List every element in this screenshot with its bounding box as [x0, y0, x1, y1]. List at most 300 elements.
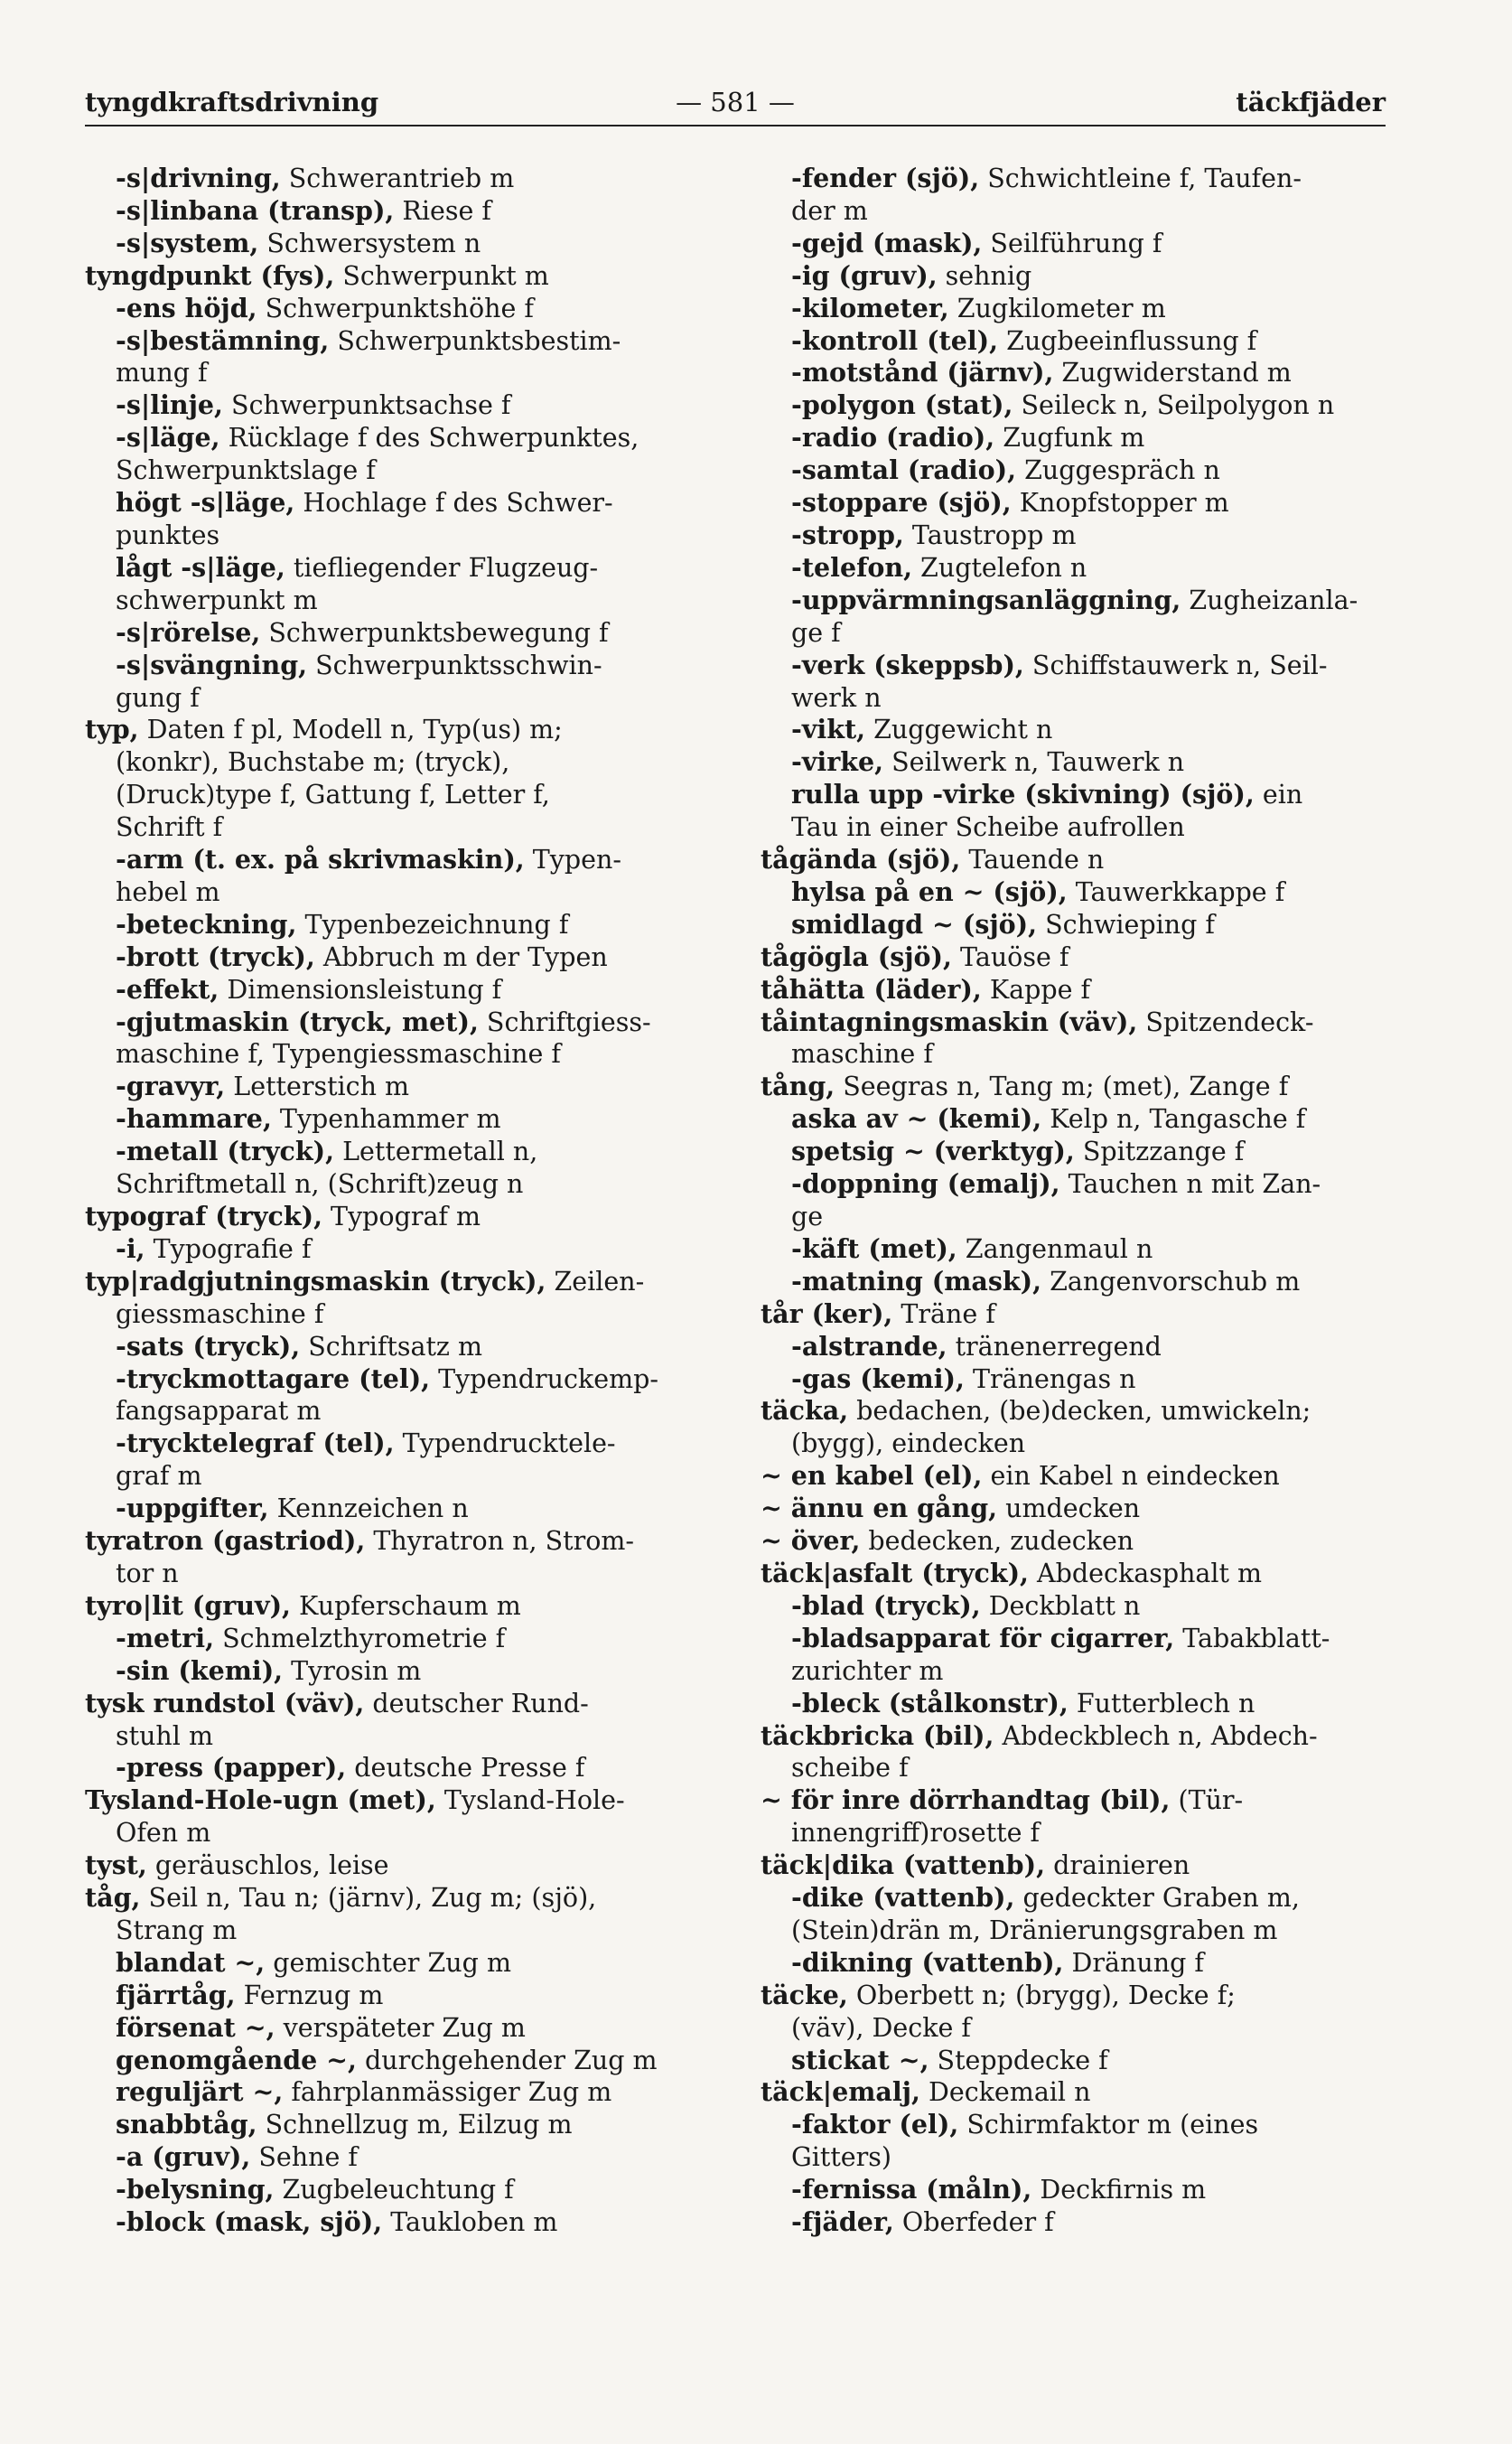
- dictionary-entry: [761, 1525, 1393, 1558]
- page-header: [85, 78, 1386, 126]
- entry-translation: Tauöse f: [951, 941, 1069, 972]
- dictionary-entry: [761, 1947, 1393, 1980]
- entry-translation: Oberfeder f: [893, 2207, 1054, 2238]
- dictionary-headword-entry: [761, 1298, 1393, 1331]
- entry-headword: -metri,: [116, 1622, 215, 1653]
- entry-continuation: schwerpunkt m: [116, 585, 318, 615]
- entry-headword: täck|emalj,: [761, 2076, 920, 2108]
- entry-continuation: (konkr), Buchstabe m; (tryck),: [116, 747, 510, 778]
- entry-translation: Sehne f: [250, 2142, 358, 2173]
- entry-translation: Tabakblatt-: [1174, 1623, 1330, 1653]
- entry-translation: Zugbeleuchtung f: [274, 2175, 514, 2205]
- entry-translation: Schwerpunktsachse f: [222, 390, 511, 421]
- entry-translation: Zugfunk m: [994, 423, 1145, 454]
- entry-translation: Hochlage f des Schwer-: [294, 488, 613, 519]
- entry-continuation: punktes: [116, 520, 220, 550]
- entry-headword: -s|drivning,: [116, 163, 281, 193]
- dictionary-entry: [85, 2206, 717, 2239]
- dictionary-headword-entry: [85, 714, 717, 746]
- entry-headword: -gravyr,: [116, 1071, 226, 1102]
- entry-translation: Kelp n, Tangasche f: [1041, 1104, 1306, 1135]
- entry-headword: typograf (tryck),: [85, 1201, 322, 1231]
- entry-headword: hylsa på en ~ (sjö),: [791, 876, 1068, 907]
- entry-continuation: hebel m: [116, 876, 220, 907]
- entry-translation: Typenbezeichnung f: [296, 909, 569, 940]
- entry-translation: Zugkilometer m: [948, 293, 1166, 323]
- entry-headword: -fjäder,: [791, 2206, 894, 2238]
- entry-translation: (Tür-: [1170, 1785, 1244, 1816]
- dictionary-headword-entry: [761, 1720, 1393, 1753]
- dictionary-entry: [761, 909, 1393, 941]
- dictionary-entry: [85, 1331, 717, 1363]
- dictionary-entry: [85, 293, 717, 325]
- entry-headword: -trycktelegraf (tel),: [116, 1428, 395, 1459]
- entry-translation: geräuschlos, leise: [146, 1850, 389, 1881]
- entry-translation: Träne f: [892, 1298, 995, 1329]
- entry-headword: -block (mask, sjö),: [116, 2206, 383, 2238]
- entry-headword: -beteckning,: [116, 908, 297, 940]
- entry-translation: Schwieping f: [1037, 909, 1215, 940]
- dictionary-headword-entry: [85, 1525, 717, 1558]
- entry-headword: -ens höjd,: [116, 292, 257, 323]
- entry-translation: verspäteter Zug m: [275, 2012, 526, 2043]
- dictionary-headword-entry: [85, 1590, 717, 1623]
- entry-headword: -verk (skeppsb),: [791, 649, 1024, 680]
- dictionary-entry: [85, 389, 717, 422]
- entry-headword: -motstånd (järnv),: [791, 357, 1054, 389]
- dictionary-entry: [85, 1623, 717, 1655]
- entry-headword: typ|radgjutningsmaskin (tryck),: [85, 1265, 546, 1297]
- entry-headword: tåhätta (läder),: [761, 973, 982, 1005]
- entry-continuation: (Druck)type f, Gattung f, Letter f,: [116, 780, 550, 810]
- entry-translation: Typendruckemp-: [430, 1363, 658, 1394]
- dictionary-headword-entry: [85, 1882, 717, 1915]
- entry-headword: -bleck (stålkonstr),: [791, 1687, 1069, 1718]
- entry-headword: -blad (tryck),: [791, 1589, 981, 1621]
- entry-headword: tyro|lit (gruv),: [85, 1589, 291, 1621]
- dictionary-headword-entry: [761, 1849, 1393, 1882]
- entry-headword: -s|linbana (transp),: [116, 194, 395, 226]
- entry-headword: tågögla (sjö),: [761, 941, 952, 972]
- entry-headword: -gas (kemi),: [791, 1362, 965, 1394]
- dictionary-entry: [761, 552, 1393, 585]
- entry-translation: Typendrucktele-: [394, 1428, 616, 1459]
- entry-headword: tåg,: [85, 1882, 141, 1914]
- entry-translation: Deckemail n: [919, 2077, 1091, 2108]
- entry-continuation: stuhl m: [116, 1720, 213, 1751]
- dictionary-entry: [761, 1493, 1393, 1525]
- entry-headword: försenat ~,: [116, 2011, 275, 2043]
- entry-headword: ~ en kabel (el),: [761, 1460, 983, 1492]
- dictionary-entry: [761, 1590, 1393, 1623]
- dictionary-entry: [85, 195, 717, 228]
- entry-headword: smidlagd ~ (sjö),: [791, 908, 1038, 940]
- entry-translation: Tauende n: [960, 845, 1105, 876]
- entry-headword: -telefon,: [791, 551, 912, 583]
- entry-headword: -radio (radio),: [791, 422, 995, 454]
- entry-translation: ein Kabel n eindecken: [982, 1461, 1280, 1492]
- dictionary-headword-entry: [761, 1980, 1393, 2012]
- entry-headword: -belysning,: [116, 2174, 275, 2205]
- entry-headword: täcka,: [761, 1395, 849, 1427]
- dictionary-entry: [761, 2109, 1393, 2141]
- dictionary-entry: [85, 422, 717, 454]
- dictionary-headword-entry: [85, 1849, 717, 1882]
- entry-translation: Kennzeichen n: [268, 1494, 469, 1524]
- entry-continuation: scheibe f: [791, 1753, 909, 1784]
- entry-continuation: graf m: [116, 1461, 202, 1492]
- entry-translation: Seil n, Tau n; (järnv), Zug m; (sjö),: [140, 1883, 597, 1914]
- entry-headword: -doppning (emalj),: [791, 1168, 1060, 1200]
- header-left-guideword: tyngdkraftsdrivning: [85, 87, 379, 117]
- entry-continuation: Schriftmetall n, (Schrift)zeug n: [116, 1169, 524, 1200]
- entry-headword: ~ ännu en gång,: [761, 1493, 998, 1524]
- entry-translation: Deckfirnis m: [1031, 2175, 1207, 2205]
- entry-headword: -alstrande,: [791, 1330, 947, 1362]
- entry-headword: -fernissa (måln),: [791, 2174, 1032, 2205]
- entry-continuation: Strang m: [116, 1915, 238, 1945]
- dictionary-headword-entry: [761, 844, 1393, 876]
- entry-headword: -s|svängning,: [116, 649, 308, 680]
- dictionary-entry: [85, 1233, 717, 1266]
- entry-headword: -tryckmottagare (tel),: [116, 1362, 431, 1394]
- dictionary-entry: [761, 389, 1393, 422]
- entry-headword: -uppgifter,: [116, 1493, 269, 1524]
- entry-continuation: gung f: [116, 682, 200, 713]
- entry-translation: Zugheizanla-: [1181, 585, 1358, 615]
- dictionary-entry: [761, 260, 1393, 293]
- entry-headword: täckbricka (bil),: [761, 1719, 994, 1751]
- dictionary-entry: [85, 1007, 717, 1039]
- entry-headword: -vikt,: [791, 714, 866, 745]
- dictionary-headword-entry: [761, 941, 1393, 974]
- dictionary-headword-entry: [85, 260, 717, 293]
- entry-headword: typ,: [85, 714, 139, 745]
- entry-translation: Taukloben m: [382, 2207, 558, 2238]
- header-right-guideword: täckfjäder: [1236, 87, 1386, 117]
- entry-translation: Steppdecke f: [929, 2045, 1108, 2075]
- entry-headword: ~ för inre dörrhandtag (bil),: [761, 1784, 1171, 1816]
- entry-translation: Zuggespräch n: [1016, 455, 1220, 486]
- entry-translation: Thyratron n, Strom-: [365, 1526, 635, 1557]
- entry-translation: gemischter Zug m: [265, 1947, 511, 1978]
- entry-continuation: maschine f, Typengiessmaschine f: [116, 1039, 561, 1070]
- entry-headword: -polygon (stat),: [791, 389, 1013, 421]
- entry-headword: Tysland-Hole-ugn (met),: [85, 1784, 436, 1816]
- entry-translation: bedachen, (be)decken, umwickeln;: [848, 1396, 1311, 1427]
- dictionary-entry: [85, 2012, 717, 2045]
- entry-headword: täcke,: [761, 1979, 848, 2010]
- dictionary-entry: [85, 1980, 717, 2012]
- entry-translation: Schwerpunktsbestim-: [329, 325, 621, 356]
- entry-translation: Lettermetall n,: [334, 1137, 538, 1167]
- dictionary-headword-entry: [761, 1071, 1393, 1103]
- entry-headword: -gjutmaskin (tryck, met),: [116, 1006, 479, 1037]
- entry-translation: deutscher Rund-: [364, 1688, 589, 1718]
- entry-translation: durchgehender Zug m: [356, 2045, 658, 2075]
- entry-translation: umdecken: [997, 1494, 1141, 1524]
- entry-headword: -virke,: [791, 746, 884, 778]
- entry-translation: Riese f: [394, 195, 491, 226]
- dictionary-entry: [85, 1493, 717, 1525]
- entry-translation: Taustropp m: [903, 520, 1077, 550]
- dictionary-entry: [85, 1752, 717, 1784]
- dictionary-entry: [761, 1623, 1393, 1655]
- dictionary-entry: [761, 454, 1393, 487]
- dictionary-headword-entry: [761, 1558, 1393, 1590]
- entry-headword: snabbtåg,: [116, 2109, 257, 2140]
- entry-translation: Schwerpunkt m: [334, 260, 549, 291]
- dictionary-entry: [85, 844, 717, 876]
- entry-headword: -fender (sjö),: [791, 163, 980, 193]
- dictionary-headword-entry: [85, 1688, 717, 1720]
- entry-continuation: maschine f: [791, 1039, 933, 1070]
- entry-headword: -a (gruv),: [116, 2141, 251, 2173]
- entry-headword: rulla upp -virke (skivning) (sjö),: [791, 779, 1255, 810]
- entry-continuation: mung f: [116, 358, 208, 389]
- entry-translation: Zugwiderstand m: [1053, 358, 1292, 389]
- entry-headword: -brott (tryck),: [116, 941, 315, 972]
- dictionary-entry: [85, 2109, 717, 2141]
- entry-translation: Fernzug m: [235, 1980, 384, 2010]
- dictionary-entry: [85, 1363, 717, 1396]
- entry-translation: Schriftgiess-: [478, 1007, 651, 1037]
- entry-translation: Seileck n, Seilpolygon n: [1013, 390, 1335, 421]
- entry-translation: Zangenvorschub m: [1041, 1266, 1301, 1297]
- entry-headword: tyngdpunkt (fys),: [85, 259, 335, 291]
- entry-headword: -sin (kemi),: [116, 1654, 284, 1686]
- entry-headword: -dikning (vattenb),: [791, 1946, 1064, 1978]
- entry-translation: Dränung f: [1063, 1947, 1204, 1978]
- dictionary-entry: [761, 1882, 1393, 1915]
- entry-headword: -s|linje,: [116, 389, 223, 421]
- dictionary-entry: [85, 617, 717, 650]
- dictionary-entry: [761, 1266, 1393, 1298]
- entry-headword: -ig (gruv),: [791, 259, 938, 291]
- entry-continuation: Schwerpunktslage f: [116, 455, 376, 486]
- dictionary-entry: [761, 1136, 1393, 1168]
- entry-headword: tåintagningsmaskin (väv),: [761, 1006, 1138, 1037]
- entry-headword: -i,: [116, 1232, 145, 1264]
- entry-headword: ~ över,: [761, 1525, 861, 1557]
- entry-translation: Tauchen n mit Zan-: [1059, 1169, 1321, 1200]
- dictionary-entry: [85, 1071, 717, 1103]
- entry-continuation: (bygg), eindecken: [791, 1428, 1026, 1459]
- dictionary-entry: [761, 1331, 1393, 1363]
- dictionary-entry: [85, 1136, 717, 1168]
- dictionary-entry: [761, 2206, 1393, 2239]
- entry-translation: Schwerpunktshöhe f: [257, 293, 534, 323]
- entry-translation: Seilführung f: [982, 228, 1162, 258]
- entry-translation: Abbruch m der Typen: [314, 941, 608, 972]
- entry-translation: sehnig: [937, 260, 1032, 291]
- entry-headword: -s|system,: [116, 227, 259, 258]
- entry-continuation: zurichter m: [791, 1655, 944, 1686]
- dictionary-headword-entry: [85, 1201, 717, 1233]
- entry-headword: -effekt,: [116, 973, 219, 1005]
- entry-translation: Schwersystem n: [258, 228, 481, 258]
- entry-translation: Typenhammer m: [271, 1104, 501, 1135]
- entry-translation: Typen-: [524, 845, 621, 876]
- entry-translation: Schriftsatz m: [300, 1331, 483, 1362]
- dictionary-headword-entry: [85, 1266, 717, 1298]
- entry-headword: -uppvärmningsanläggning,: [791, 584, 1181, 615]
- entry-headword: -gejd (mask),: [791, 227, 983, 258]
- dictionary-entry: [761, 714, 1393, 746]
- dictionary-entry: [761, 325, 1393, 358]
- entry-headword: -stoppare (sjö),: [791, 487, 1012, 519]
- entry-translation: Zeilen-: [546, 1266, 645, 1297]
- dictionary-entry: [85, 1103, 717, 1136]
- dictionary-entry: [761, 357, 1393, 389]
- entry-headword: tågända (sjö),: [761, 844, 961, 876]
- entry-translation: Schwerpunktsschwin-: [307, 650, 602, 680]
- dictionary-entry: [761, 293, 1393, 325]
- dictionary-entry: [85, 325, 717, 358]
- entry-continuation: Ofen m: [116, 1818, 211, 1849]
- entry-translation: Abdeckblech n, Abdech-: [994, 1720, 1318, 1751]
- dictionary-entry: [761, 2174, 1393, 2206]
- entry-translation: Typograf m: [322, 1202, 481, 1231]
- entry-continuation: innengriff)rosette f: [791, 1818, 1041, 1849]
- entry-headword: täck|asfalt (tryck),: [761, 1557, 1029, 1588]
- dictionary-entry: [761, 1363, 1393, 1396]
- dictionary-headword-entry: [761, 974, 1393, 1007]
- dictionary-entry: [761, 1460, 1393, 1493]
- entry-translation: Kupferschaum m: [290, 1590, 521, 1621]
- entry-continuation: (väv), Decke f: [791, 2012, 971, 2043]
- entry-translation: Letterstich m: [225, 1072, 410, 1102]
- dictionary-headword-entry: [761, 2076, 1393, 2109]
- entry-headword: -hammare,: [116, 1103, 272, 1135]
- entry-translation: bedecken, zudecken: [860, 1526, 1134, 1557]
- entry-translation: Zugtelefon n: [912, 552, 1087, 583]
- entry-headword: -stropp,: [791, 519, 904, 550]
- dictionary-entry: [85, 1428, 717, 1460]
- entry-translation: Schwichtleine f, Taufen-: [979, 164, 1302, 193]
- entry-translation: Spitzzange f: [1074, 1137, 1245, 1167]
- entry-translation: Schirmfaktor m (eines: [958, 2110, 1259, 2140]
- entry-headword: reguljärt ~,: [116, 2076, 284, 2108]
- entry-translation: Seegras n, Tang m; (met), Zange f: [835, 1072, 1289, 1102]
- dictionary-entry: [761, 2045, 1393, 2077]
- entry-translation: Seilwerk n, Tauwerk n: [883, 747, 1185, 778]
- entry-translation: fahrplanmässiger Zug m: [283, 2077, 612, 2108]
- entry-translation: Rücklage f des Schwerpunktes,: [219, 423, 639, 454]
- entry-translation: tränenerregend: [947, 1331, 1162, 1362]
- entry-headword: fjärrtåg,: [116, 1979, 236, 2010]
- entry-translation: Zugbeeinflussung f: [998, 325, 1257, 356]
- entry-continuation: werk n: [791, 682, 882, 713]
- entry-headword: genomgående ~,: [116, 2044, 357, 2075]
- entry-headword: -kilometer,: [791, 292, 949, 323]
- dictionary-entry: [85, 228, 717, 260]
- entry-headword: högt -s|läge,: [116, 487, 295, 519]
- entry-headword: -bladsapparat för cigarrer,: [791, 1622, 1175, 1653]
- entry-translation: Schnellzug m, Eilzug m: [257, 2110, 573, 2140]
- entry-translation: Dimensionsleistung f: [219, 974, 502, 1005]
- dictionary-entry: [761, 650, 1393, 682]
- entry-headword: -metall (tryck),: [116, 1136, 335, 1167]
- entry-translation: Deckblatt n: [980, 1590, 1141, 1621]
- dictionary-entry: [85, 1947, 717, 1980]
- entry-continuation: Schrift f: [116, 812, 223, 843]
- entry-continuation: der m: [791, 195, 868, 226]
- entry-translation: Zuggewicht n: [865, 715, 1053, 745]
- entry-translation: Kappe f: [981, 974, 1091, 1005]
- entry-headword: -matning (mask),: [791, 1265, 1042, 1297]
- entry-continuation: Gitters): [791, 2142, 892, 2173]
- entry-headword: -kontroll (tel),: [791, 324, 999, 356]
- entry-translation: Schiffstauwerk n, Seil-: [1023, 650, 1328, 680]
- dictionary-headword-entry: [85, 1784, 717, 1817]
- entry-continuation: (Stein)drän m, Dränierungsgraben m: [791, 1915, 1278, 1945]
- dictionary-entry: [85, 2076, 717, 2109]
- entry-translation: Tränengas n: [964, 1363, 1136, 1394]
- entry-continuation: Tau in einer Scheibe aufrollen: [791, 812, 1185, 843]
- dictionary-entry: [85, 163, 717, 195]
- dictionary-headword-entry: [761, 1007, 1393, 1039]
- entry-continuation: fangsapparat m: [116, 1396, 322, 1427]
- entry-translation: Schmelzthyrometrie f: [214, 1623, 506, 1653]
- entry-headword: -arm (t. ex. på skrivmaskin),: [116, 844, 525, 876]
- dictionary-entry: [761, 487, 1393, 520]
- entry-translation: deutsche Presse f: [346, 1753, 585, 1784]
- entry-continuation: tor n: [116, 1558, 179, 1588]
- dictionary-entry: [761, 1784, 1393, 1817]
- dictionary-entry: [761, 1233, 1393, 1266]
- entry-translation: Abdeckasphalt m: [1028, 1558, 1263, 1588]
- entry-translation: Knopfstopper m: [1011, 488, 1229, 519]
- entry-translation: Daten f pl, Modell n, Typ(us) m;: [138, 715, 563, 745]
- entry-headword: -sats (tryck),: [116, 1330, 301, 1362]
- dictionary-entry: [761, 585, 1393, 617]
- page-number: — 581 —: [676, 87, 795, 117]
- entry-translation: tiefliegender Flugzeug-: [285, 552, 599, 583]
- dictionary-entry: [85, 552, 717, 585]
- dictionary-entry: [85, 650, 717, 682]
- entry-headword: -faktor (el),: [791, 2109, 959, 2140]
- entry-headword: aska av ~ (kemi),: [791, 1103, 1042, 1135]
- dictionary-entry: [85, 2045, 717, 2077]
- dictionary-entry: [85, 1655, 717, 1688]
- dictionary-entry: [761, 228, 1393, 260]
- entry-translation: Tauwerkkappe f: [1067, 876, 1285, 907]
- dictionary-entry: [761, 1103, 1393, 1136]
- entry-continuation: ge f: [791, 617, 841, 648]
- entry-translation: Zangenmaul n: [957, 1233, 1153, 1264]
- entry-headword: -dike (vattenb),: [791, 1882, 1015, 1914]
- entry-translation: gedeckter Graben m,: [1014, 1883, 1300, 1914]
- dictionary-entry: [761, 422, 1393, 454]
- entry-continuation: giessmaschine f: [116, 1298, 324, 1329]
- entry-translation: ein: [1254, 780, 1303, 810]
- entry-headword: lågt -s|läge,: [116, 551, 285, 583]
- entry-translation: drainieren: [1045, 1850, 1190, 1881]
- dictionary-entry: [85, 2174, 717, 2206]
- dictionary-entry: [85, 909, 717, 941]
- entry-headword: -s|läge,: [116, 422, 220, 454]
- entry-translation: Schwerantrieb m: [280, 164, 515, 193]
- dictionary-entry: [761, 163, 1393, 195]
- dictionary-entry: [85, 974, 717, 1007]
- entry-continuation: ge: [791, 1202, 824, 1231]
- entry-headword: blandat ~,: [116, 1946, 266, 1978]
- entry-headword: tysk rundstol (väv),: [85, 1687, 365, 1718]
- entry-translation: Typografie f: [145, 1233, 312, 1264]
- dictionary-entry: [761, 1688, 1393, 1720]
- entry-translation: Futterblech n: [1068, 1688, 1255, 1718]
